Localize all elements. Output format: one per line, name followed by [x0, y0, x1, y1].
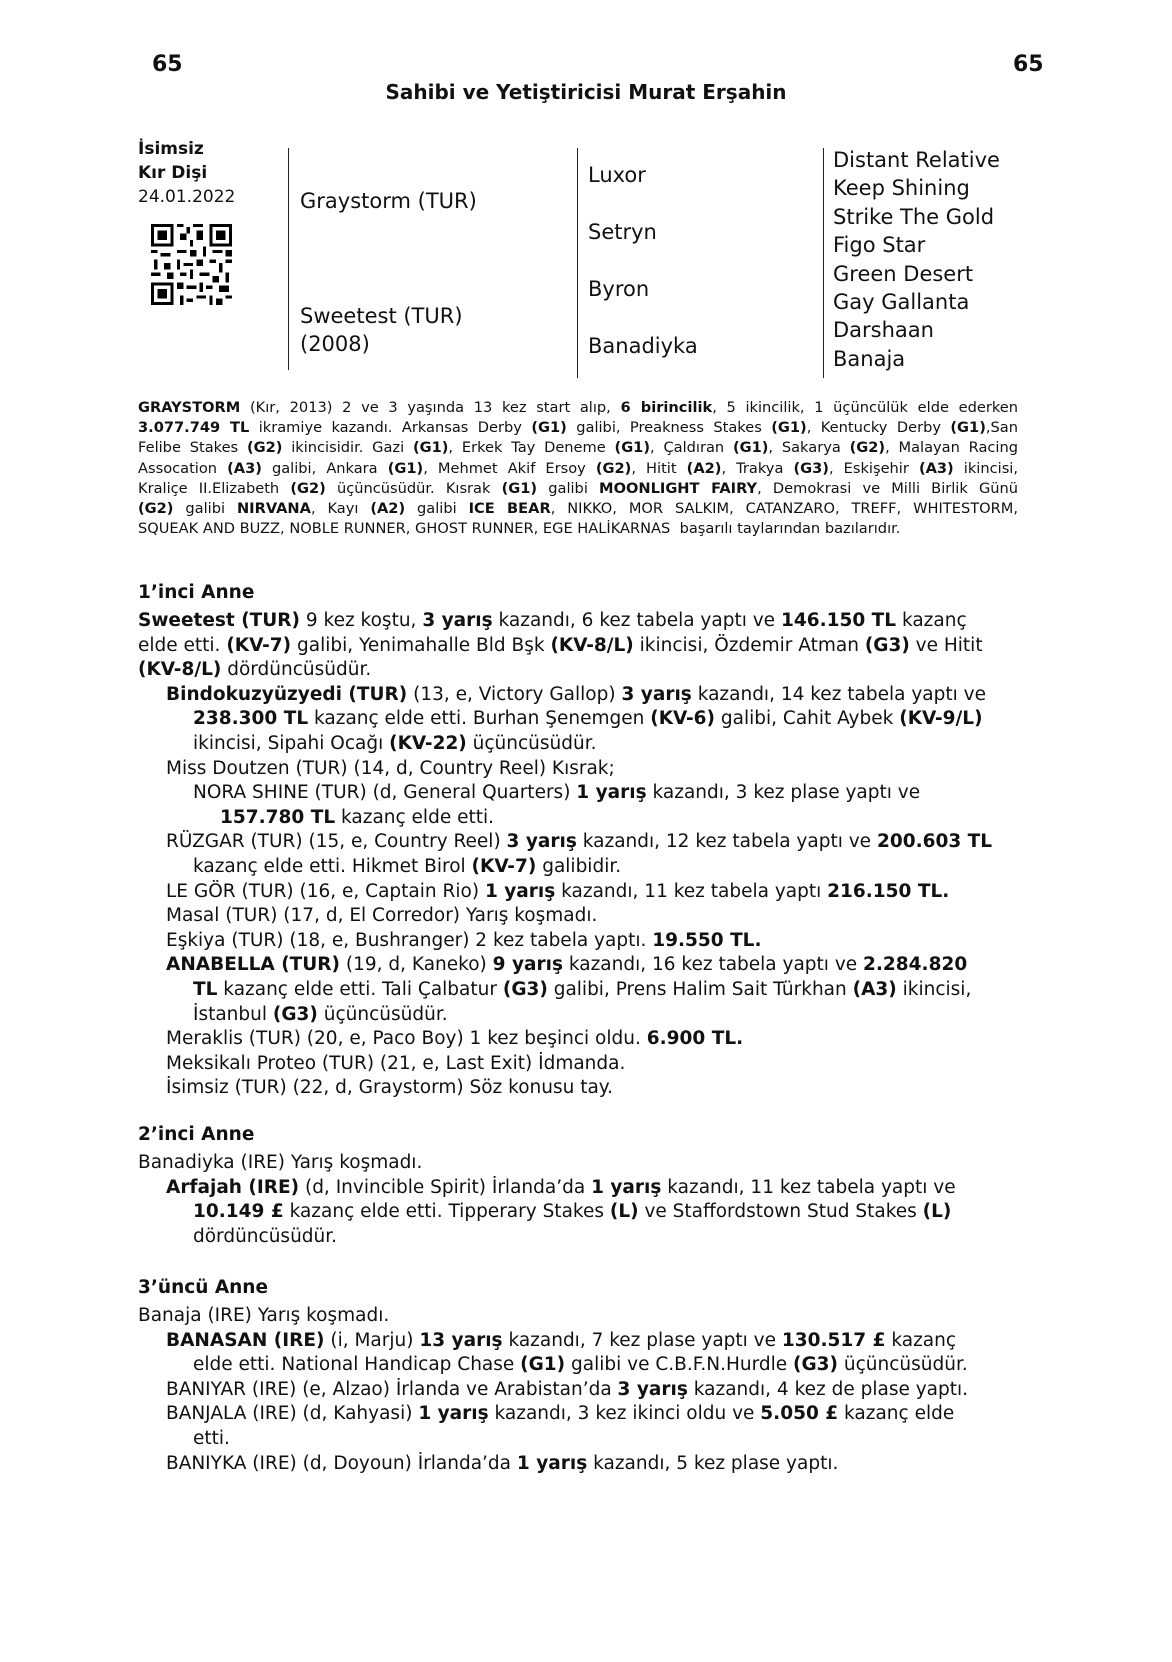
text: BANIYAR (IRE) (e, Alzao) İrlanda ve Arabistan’da: [166, 1378, 618, 1400]
text: ikincisi, Özdemir Atman: [633, 634, 865, 656]
section-line: [193, 1427, 230, 1452]
text: kazandı, 14 kez tabela yaptı ve: [691, 683, 986, 705]
pedigree-great-grandparent: Gay Gallanta: [833, 290, 970, 314]
text: üçüncüsüdür. Kısrak: [325, 479, 502, 497]
text: ve Staffordstown Stud Stakes: [638, 1201, 923, 1223]
pedigree-great-grandparent: Figo Star: [833, 233, 926, 258]
bold-text: 6.900 TL.: [646, 1028, 744, 1050]
sire-info-line: [138, 438, 1018, 458]
pedigree-grandparent: Byron: [588, 277, 650, 301]
pedigree-grandparent: Banadiyka: [588, 334, 698, 358]
pedigree-great-grandparent: Darshaan: [833, 318, 934, 343]
sire-info-paragraph: [138, 398, 1018, 539]
pedigree-great-grandparent: Strike The Gold: [833, 204, 995, 229]
text: , 5 ikincilik, 1 üçüncülük elde ederken: [712, 399, 1018, 416]
section-line: [166, 1402, 954, 1427]
text: kazanç elde etti. Burhan Şenemgen: [308, 708, 651, 730]
text: SQUEAK AND BUZZ, NOBLE RUNNER, GHOST RUNNER, EGE HALİKARNAS başarılı taylarından bazılarıdır.: [138, 520, 901, 538]
text: Assocation: [138, 459, 228, 477]
bold-text: 2.284.820: [863, 954, 968, 976]
text: galibi: [405, 500, 469, 518]
section-line: [166, 953, 967, 978]
sire-info-line: [138, 398, 1018, 418]
bold-text: 3.077.749 TL: [138, 419, 250, 437]
text: Kraliçe II.Elizabeth: [138, 479, 291, 497]
bold-text: 3 yarış: [621, 683, 692, 705]
section-line: [193, 732, 597, 757]
text: İstanbul: [193, 1003, 273, 1025]
lot-number-left: 65: [152, 52, 183, 77]
bold-text: (L): [609, 1201, 639, 1223]
bold-text: 1 yarış: [576, 782, 647, 804]
sire-info-line: [138, 519, 1018, 539]
section-line: [138, 1304, 389, 1329]
horse-color-sex: Kır Dişi: [138, 163, 208, 183]
bold-text: GRAYSTORM: [138, 399, 241, 416]
bold-text: (G2): [849, 439, 886, 457]
text: , Kentucky Derby: [806, 419, 951, 437]
section-line: [166, 1052, 625, 1077]
pedigree-dam-year: (2008): [300, 332, 370, 356]
bold-text: (G2): [290, 479, 326, 497]
bold-text: 157.780 TL: [220, 806, 336, 828]
qr-code-icon: [151, 224, 232, 305]
pedigree-divider-2: [577, 148, 578, 378]
bold-text: TL: [193, 979, 218, 1000]
bold-text: (G1): [950, 419, 986, 437]
bold-text: 1 yarış: [484, 880, 556, 902]
text: Eşkiya (TUR) (18, e, Bushranger) 2 kez tabela yaptı.: [166, 929, 653, 951]
bold-text: 5.050 £: [760, 1403, 839, 1425]
text: Meraklis (TUR) (20, e, Paco Boy) 1 kez beşinci oldu.: [166, 1028, 647, 1050]
text: üçüncüsüdür.: [838, 1354, 968, 1376]
text: kazanç elde: [838, 1403, 955, 1425]
section-line: [166, 1076, 613, 1101]
bold-text: (A3): [918, 459, 954, 477]
bold-text: Bindokuzyüzyedi (TUR): [166, 683, 408, 705]
text: BANIYKA (IRE) (d, Doyoun) İrlanda’da: [166, 1452, 517, 1474]
text: etti.: [193, 1428, 230, 1449]
text: Masal (TUR) (17, d, El Corredor) Yarış koşmadı.: [166, 905, 598, 927]
bold-text: (G1): [387, 459, 424, 477]
bold-text: 130.517 £: [781, 1329, 886, 1351]
bold-text: 238.300 TL: [193, 708, 309, 730]
text: elde etti.: [138, 634, 227, 656]
bold-text: (G3): [793, 459, 829, 477]
text: ikincisi,: [953, 459, 1018, 477]
text: üçüncüsüdür.: [466, 733, 597, 754]
pedigree-divider-3: [823, 148, 824, 378]
section-line: [138, 1151, 422, 1176]
text: kazanç elde etti. Hikmet Birol: [193, 856, 472, 877]
sire-info-line: [138, 479, 1018, 499]
text: Meksikalı Proteo (TUR) (21, e, Last Exit) İdmanda.: [166, 1052, 626, 1074]
text: kazandı, 3 kez plase yaptı ve: [646, 782, 921, 804]
text: 9 kez koştu,: [300, 610, 423, 631]
bold-text: 9 yarış: [492, 954, 563, 976]
text: Banaja (IRE) Yarış koşmadı.: [138, 1305, 390, 1326]
section-line: [166, 904, 597, 929]
section-line: [193, 781, 920, 806]
page-title: Sahibi ve Yetiştiricisi Murat Erşahin: [385, 80, 787, 104]
text: , Eskişehir: [828, 459, 919, 477]
text: Banadiyka (IRE) Yarış koşmadı.: [138, 1152, 423, 1173]
bold-text: (G1): [732, 439, 769, 457]
text: galibi: [537, 479, 600, 497]
text: RÜZGAR (TUR) (15, e, Country Reel): [166, 831, 507, 853]
bold-text: MOONLIGHT FAIRY: [599, 479, 758, 497]
pedigree-great-grandparent: Keep Shining: [833, 176, 970, 201]
text: (i, Marju): [324, 1329, 420, 1351]
text: kazandı, 11 kez tabela yaptı ve: [661, 1176, 956, 1198]
text: galibi, Yenimahalle Bld Bşk: [291, 634, 551, 656]
text: ikincisi,: [896, 979, 972, 1000]
pedigree-grandparent: Setryn: [588, 220, 657, 244]
pedigree-great-grandparent: Green Desert: [833, 261, 974, 286]
bold-text: (G3): [864, 634, 910, 656]
section-line: [166, 1378, 968, 1403]
text: galibi: [173, 500, 237, 518]
text: kazandı, 4 kez de plase yaptı.: [687, 1378, 969, 1400]
bold-text: Arfajah (IRE): [166, 1176, 300, 1198]
pedigree-great-grandparent: Banaja: [833, 346, 906, 371]
section-line: [138, 609, 967, 634]
text: (13, e, Victory Gallop): [407, 683, 622, 705]
bold-text: 1 yarış: [418, 1403, 489, 1425]
section-line: [138, 658, 371, 683]
text: (d, Invincible Spirit) İrlanda’da: [299, 1176, 592, 1198]
text: Felibe Stakes: [138, 439, 247, 457]
text: kazandı, 5 kez plase yaptı.: [587, 1452, 839, 1474]
section-heading: 1’inci Anne: [138, 582, 255, 603]
section-line: [166, 1329, 956, 1354]
bold-text: 200.603 TL: [876, 831, 993, 853]
pedigree-dam: Sweetest (TUR): [300, 304, 463, 328]
bold-text: (G2): [595, 459, 632, 477]
pedigree-great-grandparent: Distant Relative: [833, 148, 1000, 172]
bold-text: ICE BEAR: [468, 500, 551, 518]
text: , Hitit: [631, 459, 687, 477]
section-line: [166, 757, 615, 782]
text: üçüncüsüdür.: [317, 1003, 448, 1025]
bold-text: (G2): [138, 500, 174, 518]
text: ikincisi, Sipahi Ocağı: [193, 733, 390, 754]
bold-text: 216.150 TL.: [827, 880, 950, 902]
bold-text: (G1): [501, 479, 538, 497]
bold-text: 13 yarış: [419, 1329, 503, 1351]
text: galibi, Preakness Stakes: [566, 419, 772, 437]
text: (Kır, 2013) 2 ve 3 yaşında 13 kez start alıp,: [240, 399, 621, 416]
bold-text: ANABELLA (TUR): [166, 954, 340, 976]
bold-text: (KV-8/L): [138, 659, 222, 681]
text: , Malayan Racing: [885, 439, 1018, 457]
bold-text: (A3): [227, 459, 262, 477]
text: galibidir.: [536, 856, 622, 877]
bold-text: 3 yarış: [617, 1378, 688, 1400]
bold-text: (G3): [793, 1354, 839, 1376]
text: kazanç elde etti. Tipperary Stakes: [283, 1201, 610, 1223]
bold-text: (G1): [531, 419, 567, 437]
text: kazandı, 3 kez ikinci oldu ve: [488, 1403, 761, 1425]
bold-text: Sweetest (TUR): [138, 610, 300, 631]
bold-text: (A3): [852, 979, 897, 1000]
lot-number-right: 65: [1013, 52, 1044, 77]
pedigree-grandparent: Luxor: [588, 163, 646, 187]
bold-text: (G3): [502, 979, 548, 1000]
text: ikincisidir. Gazi: [282, 439, 413, 457]
pedigree-divider-1: [288, 148, 289, 370]
text: , NIKKO, MOR SALKIM, CATANZARO, TREFF, WHITESTORM,: [550, 500, 1018, 518]
section-line: [220, 806, 494, 831]
text: kazandı, 16 kez tabela yaptı ve: [562, 954, 864, 976]
bold-text: (G1): [412, 439, 449, 457]
bold-text: NIRVANA: [236, 500, 311, 518]
bold-text: (G1): [771, 419, 807, 437]
section-line: [193, 707, 983, 732]
section-line: [166, 1176, 956, 1201]
bold-text: (KV-6): [650, 708, 716, 730]
section-line: [193, 1225, 337, 1250]
bold-text: (G2): [246, 439, 283, 457]
text: LE GÖR (TUR) (16, e, Captain Rio): [166, 880, 485, 902]
section-line: [193, 1003, 448, 1028]
horse-dob: 24.01.2022: [138, 187, 236, 207]
bold-text: (A2): [370, 500, 406, 518]
section-line: [193, 1353, 968, 1378]
section-line: [193, 978, 971, 1003]
bold-text: (KV-7): [471, 856, 537, 877]
section-line: [166, 880, 949, 905]
text: , Kayı: [310, 500, 371, 518]
text: ikramiye kazandı. Arkansas Derby: [249, 419, 532, 437]
sire-info-line: [138, 418, 1018, 438]
section-line: [138, 634, 983, 659]
section-line: [166, 830, 992, 855]
section-line: [193, 855, 621, 880]
bold-text: (G1): [614, 439, 651, 457]
section-heading: 2’inci Anne: [138, 1124, 255, 1145]
text: kazandı, 7 kez plase yaptı ve: [502, 1329, 782, 1351]
bold-text: (L): [922, 1201, 952, 1223]
text: BANJALA (IRE) (d, Kahyasi): [166, 1403, 419, 1425]
text: kazanç elde etti.: [335, 806, 494, 828]
section-line: [166, 1027, 743, 1052]
sire-info-line: [138, 499, 1018, 519]
text: İsimsiz (TUR) (22, d, Graystorm) Söz konusu tay.: [166, 1077, 613, 1099]
text: Miss Doutzen (TUR) (14, d, Country Reel) Kısrak;: [166, 757, 615, 779]
bold-text: (G1): [520, 1354, 566, 1376]
section-line: [166, 1452, 838, 1477]
text: kazandı, 12 kez tabela yaptı ve: [576, 831, 877, 853]
bold-text: 3 yarış: [422, 610, 493, 631]
bold-text: BANASAN (IRE): [166, 1329, 325, 1351]
text: kazandı, 11 kez tabela yaptı: [555, 880, 828, 902]
bold-text: (G3): [272, 1003, 318, 1025]
bold-text: 146.150 TL: [780, 610, 897, 631]
bold-text: 1 yarış: [516, 1452, 588, 1474]
text: galibi, Ankara: [261, 459, 388, 477]
section-line: [193, 1200, 951, 1225]
text: , Erkek Tay Deneme: [448, 439, 615, 457]
bold-text: (KV-8/L): [550, 634, 634, 656]
bold-text: (A2): [686, 459, 722, 477]
bold-text: 1 yarış: [591, 1176, 662, 1198]
text: dördüncüsüdür.: [221, 659, 372, 681]
text: , Çaldıran: [650, 439, 733, 457]
bold-text: 3 yarış: [506, 831, 577, 853]
text: , Trakya: [721, 459, 794, 477]
horse-name: İsimsiz: [138, 139, 204, 159]
text: kazandı, 6 kez tabela yaptı ve: [492, 610, 781, 631]
text: galibi, Cahit Aybek: [715, 708, 900, 730]
text: kazanç elde etti. Tali Çalbatur: [217, 979, 503, 1000]
text: ve Hitit: [909, 634, 983, 656]
bold-text: 19.550 TL.: [652, 929, 762, 951]
text: NORA SHINE (TUR) (d, General Quarters): [193, 782, 577, 804]
text: galibi ve C.B.F.N.Hurdle: [565, 1354, 794, 1376]
sire-info-line: [138, 459, 1018, 479]
text: kazanç: [896, 610, 967, 631]
text: kazanç: [885, 1329, 957, 1351]
bold-text: (KV-7): [226, 634, 292, 656]
bold-text: 10.149 £: [193, 1201, 284, 1223]
section-line: [166, 683, 986, 708]
section-line: [166, 929, 762, 954]
pedigree-sire: Graystorm (TUR): [300, 189, 477, 213]
text: ,San: [985, 419, 1018, 437]
text: , Demokrasi ve Milli Birlik Günü: [757, 479, 1019, 497]
text: , Sakarya: [768, 439, 850, 457]
bold-text: 6 birincilik: [620, 399, 713, 416]
text: (19, d, Kaneko): [340, 954, 493, 976]
text: , Mehmet Akif Ersoy: [423, 459, 596, 477]
text: galibi, Prens Halim Sait Türkhan: [547, 979, 853, 1000]
text: elde etti. National Handicap Chase: [193, 1354, 521, 1376]
section-heading: 3’üncü Anne: [138, 1277, 269, 1298]
bold-text: (KV-9/L): [899, 708, 983, 730]
text: dördüncüsüdür.: [193, 1225, 338, 1247]
bold-text: (KV-22): [389, 733, 467, 754]
